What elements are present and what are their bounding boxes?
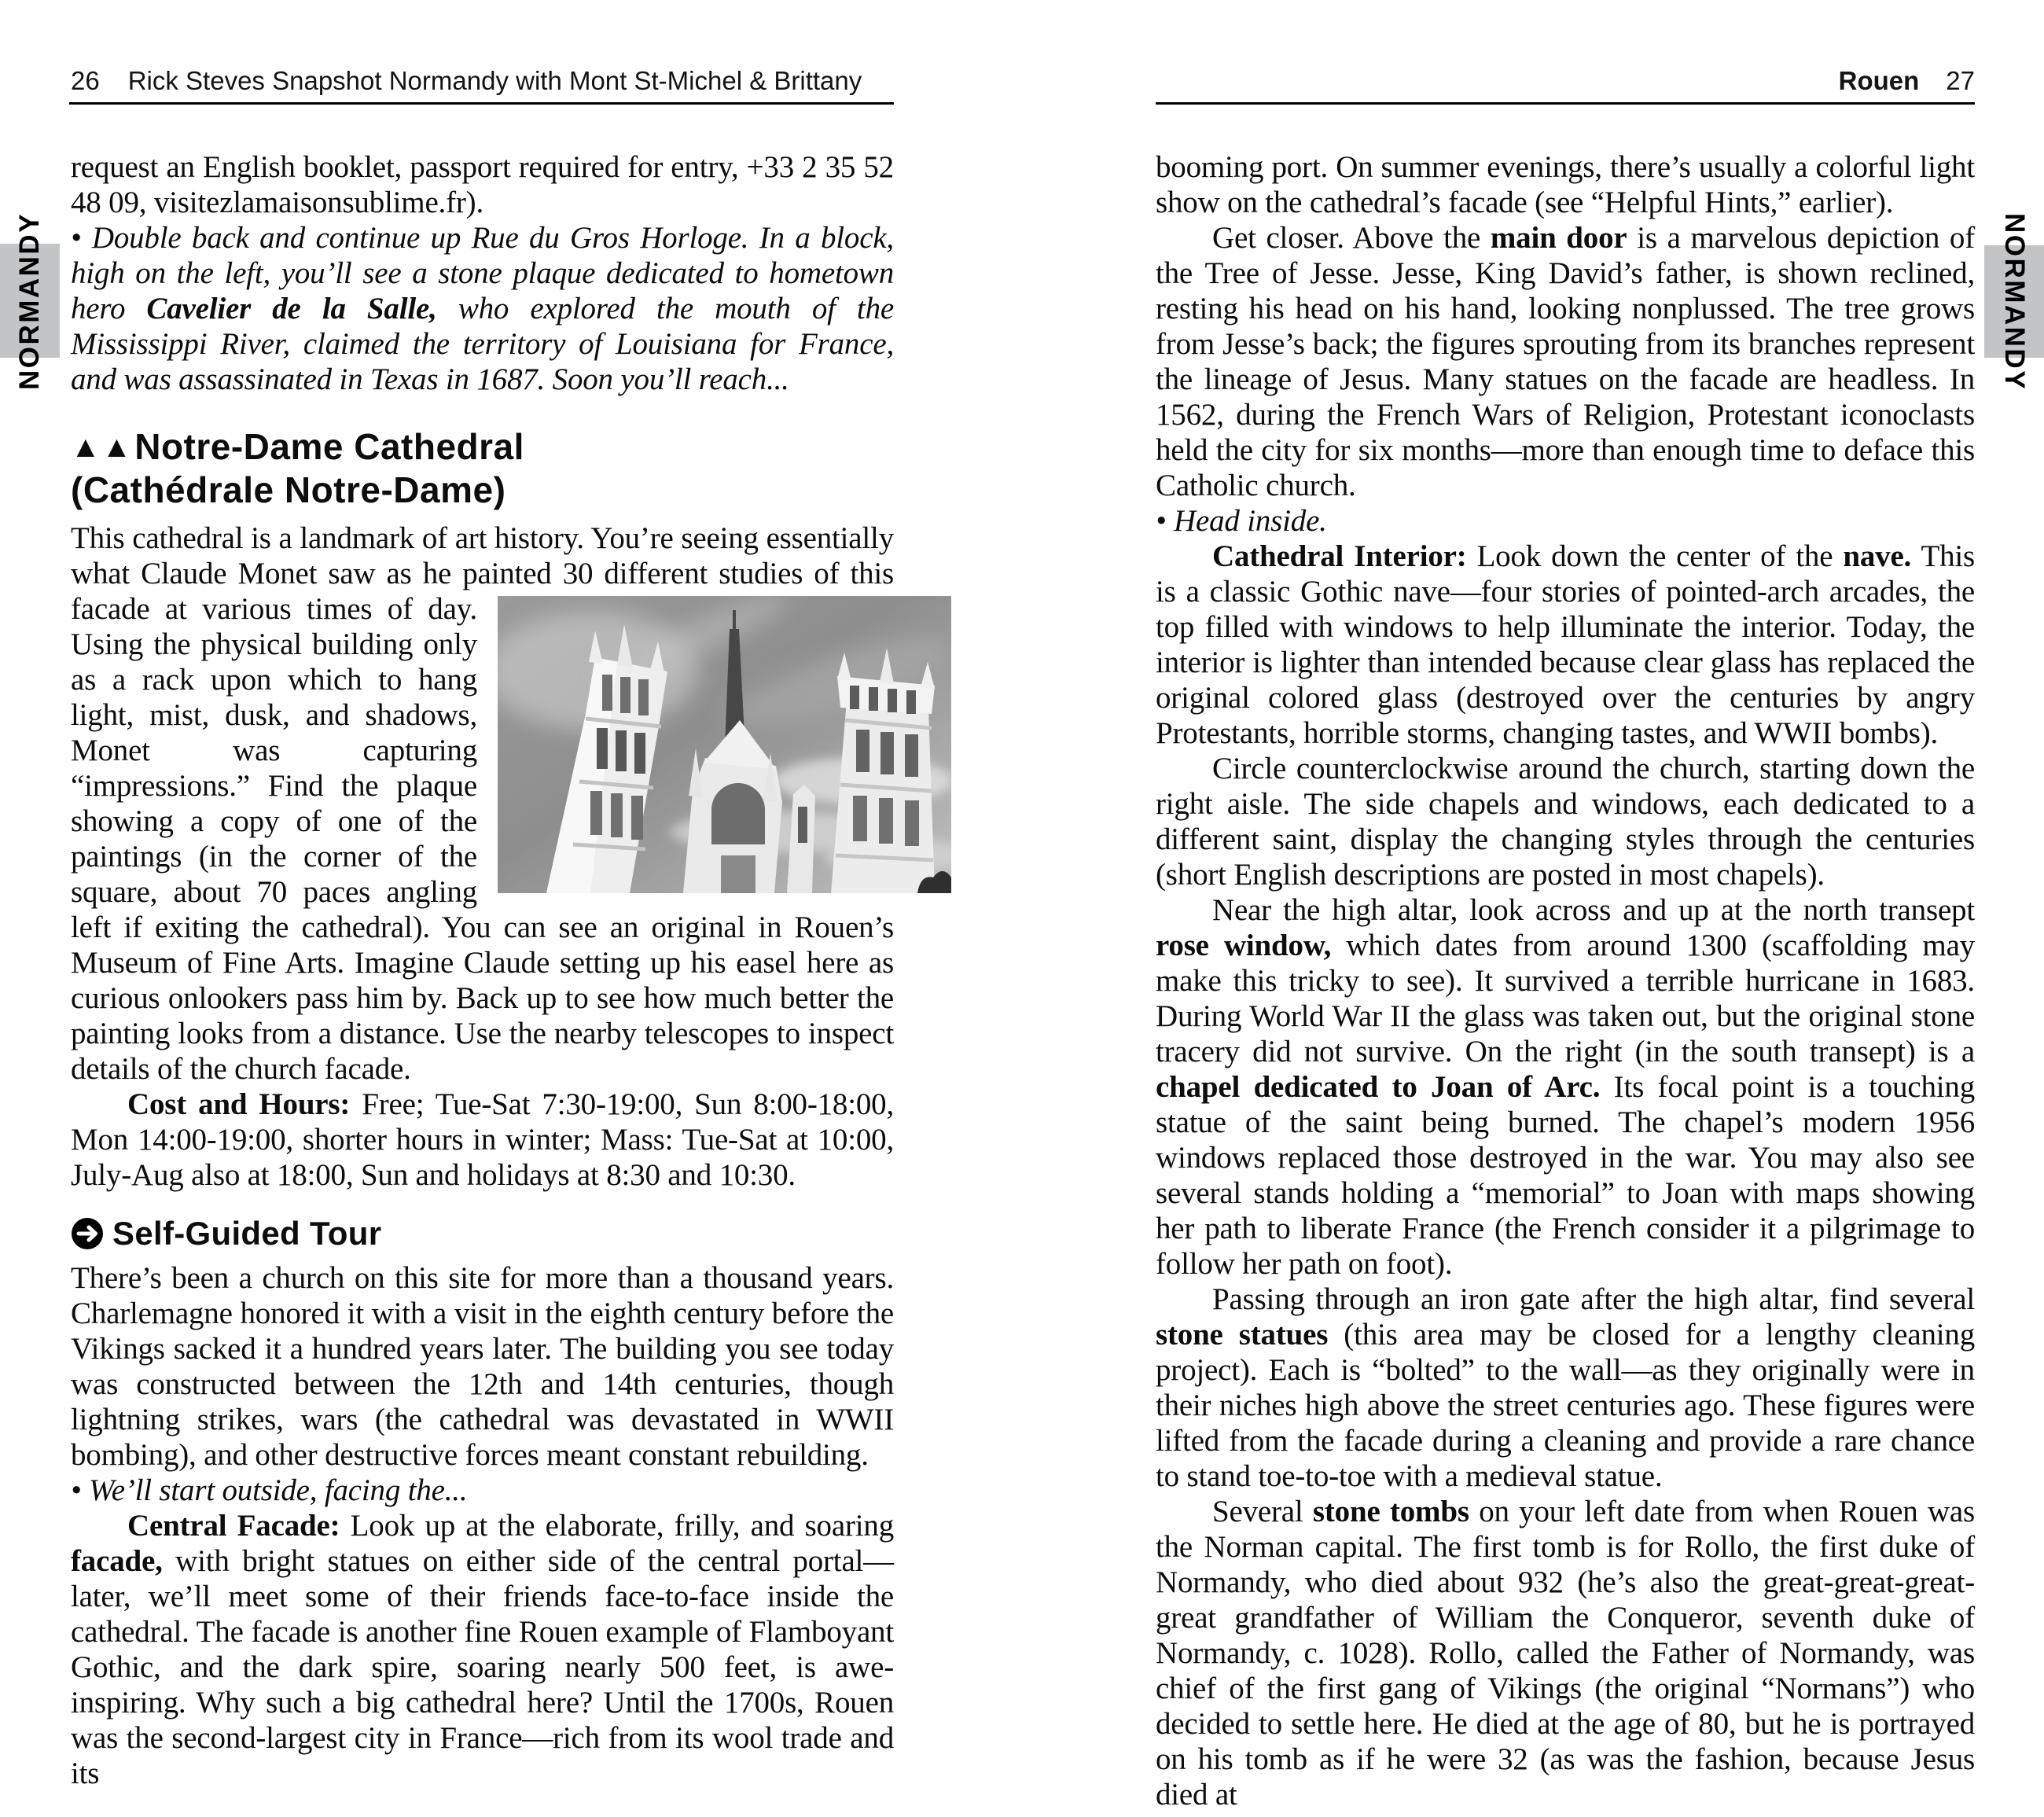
paragraph-rose-window bbox=[1156, 892, 1975, 1282]
paragraph-stone-tombs bbox=[1156, 1494, 1975, 1812]
body-text: • Head inside. bbox=[1156, 504, 1327, 538]
body-text: Look up at the elaborate, frilly, and soaring bbox=[350, 1509, 894, 1543]
body-text: Free; Tue-Sat 7:30-19:00, Sun 8:00-18:00, Mon 14:00-19:00, shorter hours in winter; Mass: Tue-Sat at 10:00, July-Aug also at 18:00, Sun and holidays at 8:30 and 10:30. bbox=[71, 1087, 894, 1192]
bold-text: stone statues bbox=[1156, 1318, 1329, 1352]
bold-text: facade, bbox=[71, 1544, 163, 1578]
page-header-right bbox=[1156, 66, 1975, 96]
body-text: on your left date from when Rouen was the Norman capital. The first tomb is for Rollo, the first duke of Normandy, who died about 932 (he’s also the great-great-great-great grandfather of William the Conqueror, seventh duke of Normandy, c. 1028). Rollo, called the Father of Normandy, was chief of the first gang of Vikings (the original “Normans”) who decided to settle here. He died at the age of 80, but he is portrayed on his tomb as if he were 32 (as was the fashion, because Jesus died at bbox=[1156, 1495, 1975, 1811]
body-text: request an English booklet, passport required for entry, +33 2 35 52 48 09, visitezlamaisonsublime.fr). bbox=[71, 150, 894, 219]
page-number-left: 26 bbox=[71, 66, 100, 95]
paragraph-central-facade bbox=[71, 1508, 894, 1791]
paragraph-cost-hours bbox=[71, 1087, 894, 1193]
paragraph-request bbox=[71, 149, 894, 220]
self-guided-tour-heading bbox=[71, 1215, 894, 1252]
section-heading-notre-dame bbox=[71, 425, 894, 511]
body-text: which dates from around 1300 (scaffolding may make this tricky to see). It survived a terrible hurricane in 1683. During World War II the glass was taken out, but the original stone tracery did not survive. On the right (in the south transept) is a bbox=[1156, 929, 1975, 1068]
body-text: There’s been a church on this site for more than a thousand years. Charlemagne honored it with a visit in the eighth century before the Vikings sacked it a hundred years later. The building you see today was constructed between the 12th and 14th centuries, though lightning strikes, wars (the cathedral was devastated in WWII bombing), and other destructive forces meant constant rebuilding. bbox=[71, 1261, 894, 1472]
right-column bbox=[1156, 149, 1975, 1812]
body-text: Several bbox=[1212, 1495, 1313, 1528]
heading-line: (Cathédrale Notre-Dame) bbox=[71, 469, 506, 510]
header-rule-right bbox=[1156, 102, 1975, 105]
bold-text: Cavelier de la Salle, bbox=[146, 292, 437, 326]
paragraph-cathedral-interior bbox=[1156, 539, 1975, 751]
bold-label: Cathedral Interior: bbox=[1212, 539, 1477, 573]
paragraph-church-history bbox=[71, 1260, 894, 1473]
paragraph-walking-direction bbox=[71, 220, 894, 397]
heading-line: Notre-Dame Cathedral bbox=[134, 426, 524, 467]
body-text: who explored the mouth of the Mississippi River, claimed the territory of Louisiana for France, and was assassinated in Texas in 1687. Soon you’ll reach... bbox=[71, 292, 894, 396]
body-text: booming port. On summer evenings, there’s usually a colorful light show on the cathedral’s facade (see “Helpful Hints,” earlier). bbox=[1156, 150, 1975, 219]
paragraph-stone-statues bbox=[1156, 1282, 1975, 1494]
normandy-tab-right bbox=[1984, 212, 2044, 391]
bold-text: nave. bbox=[1843, 539, 1912, 573]
body-text: is a marvelous depiction of the Tree of Jesse. Jesse, King David’s father, is shown reclined, resting his head on his hand, looking nonplussed. The tree grows from Jesse’s back; the figures sprouting from its branches represent the lineage of Jesus. Many statues on the facade are headless. In 1562, during the French Wars of Religion, Protestant iconoclasts held the city for six months—more than enough time to deface this Catholic church. bbox=[1156, 221, 1975, 502]
page-number-right: 27 bbox=[1946, 66, 1975, 95]
paragraph-cathedral-monet bbox=[71, 520, 894, 1087]
body-text: • Double back and continue up Rue du Gros Horloge. In a block, high on the left, you’ll see a stone plaque dedicated to hometown hero bbox=[71, 221, 894, 326]
bold-text: stone tombs bbox=[1312, 1495, 1469, 1528]
body-text: Get closer. Above the bbox=[1212, 221, 1491, 255]
bold-label: Central Facade: bbox=[127, 1509, 351, 1543]
paragraph-head-inside bbox=[1156, 503, 1975, 539]
body-text: facade at various times of day. Using the physical building only as a rack upon which to hang light, mist, dusk, and shadows, Monet was capturing “impressions.” Find the plaque showing a copy of one of the paintings (in the corner of the square, about 70 paces angling left if exiting the cathedral). You can see an original in Rouen’s Museum of Fine Arts. Imagine Claude setting up his easel here as curious onlookers pass him by. Back up to see how much better the painting looks from a distance. Use the nearby telescopes to inspect details of the church facade. bbox=[71, 592, 894, 1086]
tab-label: NORMANDY bbox=[14, 211, 45, 390]
chapter-title: Rouen bbox=[1838, 66, 1920, 95]
body-text: Look down the center of the bbox=[1476, 539, 1844, 573]
body-text: (this area may be closed for a lengthy cleaning project). Each is “bolted” to the wall—as they originally were in their niches high above the street centuries ago. These figures were lifted from the facade during a cleaning and provide a rare chance to stand toe-to-toe with a medieval statue. bbox=[1156, 1318, 1975, 1493]
body-text: Near the high altar, look across and up at the north transept bbox=[1212, 893, 1975, 927]
left-column bbox=[71, 149, 894, 1791]
normandy-tab-left bbox=[0, 211, 60, 390]
arrow-circle-icon bbox=[71, 1217, 104, 1250]
rating-triangles-icon: ▲▲ bbox=[71, 431, 134, 464]
bold-text: rose window, bbox=[1156, 929, 1332, 962]
paragraph-start-outside bbox=[71, 1473, 894, 1508]
body-text: Passing through an iron gate after the high altar, find several bbox=[1212, 1282, 1975, 1316]
body-text: • We’ll start outside, facing the... bbox=[71, 1473, 468, 1507]
body-text: This cathedral is a landmark of art history. You’re seeing essentially what Claude Monet saw as he painted 30 different studies of this bbox=[71, 521, 894, 590]
bold-text: main door bbox=[1490, 221, 1627, 255]
bold-text: chapel dedicated to Joan of Arc. bbox=[1156, 1070, 1601, 1104]
page-header-left bbox=[71, 66, 894, 96]
bold-label: Cost and Hours: bbox=[127, 1087, 362, 1121]
paragraph-circle-counterclockwise bbox=[1156, 751, 1975, 892]
header-rule-left bbox=[69, 102, 894, 105]
paragraph-main-door bbox=[1156, 220, 1975, 503]
body-text: This is a classic Gothic nave—four stories of pointed-arch arcades, the top filled with windows to help illuminate the interior. Today, the interior is lighter than intended because clear glass has replaced the original colored glass (destroyed over the centuries by angry Protestants, horrible storms, changing tastes, and WWII bombs). bbox=[1156, 539, 1975, 750]
paragraph-booming-port bbox=[1156, 149, 1975, 220]
body-text: Circle counterclockwise around the church, starting down the right aisle. The side chapels and windows, each dedicated to a different saint, display the changing styles through the centuries (short English descriptions are posted in most chapels). bbox=[1156, 752, 1975, 892]
rouen-cathedral-facade-image bbox=[498, 596, 951, 893]
heading-label: Self-Guided Tour bbox=[112, 1215, 382, 1252]
cathedral-photo bbox=[498, 596, 951, 893]
tab-label: NORMANDY bbox=[1999, 212, 2030, 391]
book-title: Rick Steves Snapshot Normandy with Mont St-Michel & Brittany bbox=[127, 66, 862, 95]
body-text: Its focal point is a touching statue of the saint being burned. The chapel’s modern 1956 windows replaced those destroyed in the war. You may also see several stands holding a “memorial” to Joan with maps showing her path to liberate France (the French consider it a pilgrimage to follow her path on foot). bbox=[1156, 1070, 1975, 1281]
body-text: with bright statues on either side of the central portal—later, we’ll meet some of their friends face-to-face inside the cathedral. The facade is another fine Rouen example of Flamboyant Gothic, and the dark spire, soaring nearly 500 feet, is awe-inspiring. Why such a big cathedral here? Until the 1700s, Rouen was the second-largest city in France—rich from its wool trade and its bbox=[71, 1544, 894, 1790]
